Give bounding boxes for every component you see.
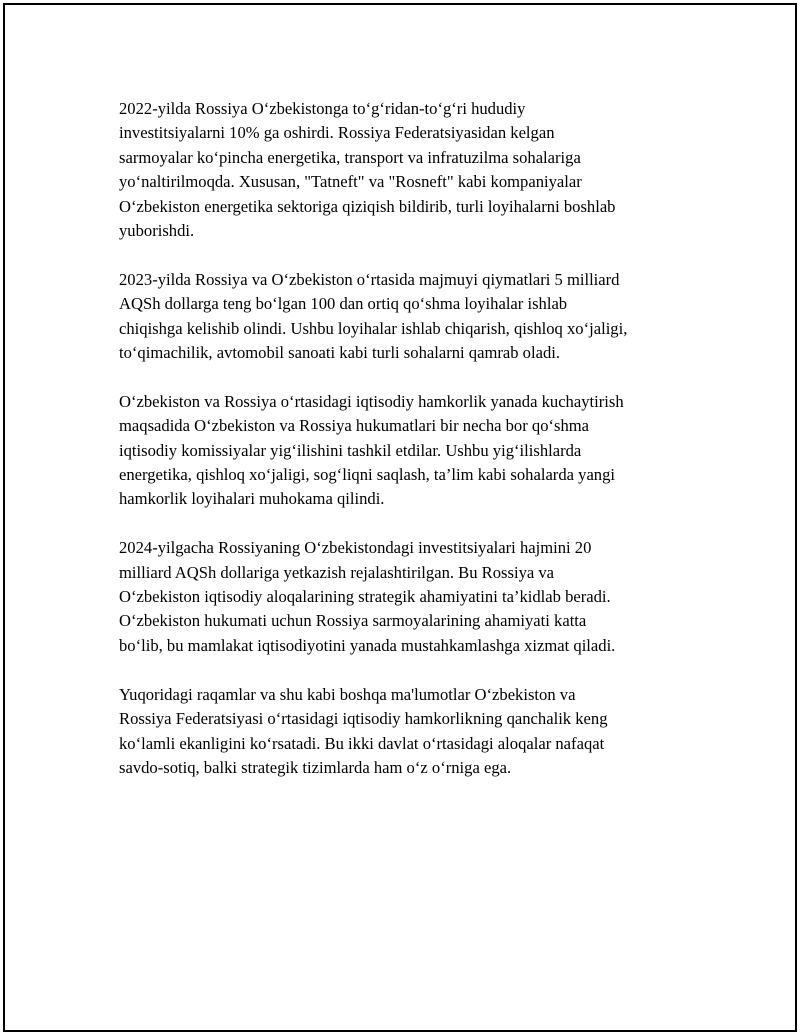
paragraph-4: 2024-yilgacha Rossiyaning O‘zbekistondagi investitsiyalari hajmini 20 milliard AQSh dollariga yetkazish rejalashtirilgan. Bu Rossiya va O‘zbekiston iqtisodiy aloqalarining strategik ahamiyatini ta’kidlab beradi. O‘zbekiston hukumati uchun Rossiya sarmoyalarining ahamiyati katta bo‘lib, bu mamlakat iqtisodiyotini yanada mustahkamlashga xizmat qiladi.: [119, 538, 616, 655]
document-body: [119, 97, 699, 805]
paragraph-3: O‘zbekiston va Rossiya o‘rtasidagi iqtisodiy hamkorlik yanada kuchaytirish maqsadida O‘zbekiston va Rossiya hukumatlari bir necha bor qo‘shma iqtisodiy komissiyalar yig‘ilishini tashkil etdilar. Ushbu yig‘ilishlarda energetika, qishloq xo‘jaligi, sog‘liqni saqlash, ta’lim kabi sohalarda yangi hamkorlik loyihalari muhokama qilindi.: [119, 391, 624, 509]
document-page: [3, 3, 797, 1032]
paragraph-5: Yuqoridagi raqamlar va shu kabi boshqa ma'lumotlar O‘zbekiston va Rossiya Federatsiyasi o‘rtasidagi iqtisodiy hamkorlikning qanchalik keng ko‘lamli ekanligini ko‘rsatadi. Bu ikki davlat o‘rtasidagi aloqalar nafaqat savdo-sotiq, balki strategik tizimlarda ham o‘z o‘rniga ega.: [119, 684, 608, 777]
paragraph-1: 2022-yilda Rossiya O‘zbekistonga to‘g‘ridan-to‘g‘ri hududiy investitsiyalarni 10% ga oshirdi. Rossiya Federatsiyasidan kelgan sarmoyalar ko‘pincha energetika, transport va infratuzilma sohalariga yo‘naltirilmoqda. Xususan, "Tatneft" va "Rosneft" kabi kompaniyalar O‘zbekiston energetika sektoriga qiziqish bildirib, turli loyihalarni boshlab yuborishdi.: [119, 99, 616, 241]
paragraph-2: 2023-yilda Rossiya va O‘zbekiston o‘rtasida majmuyi qiymatlari 5 milliard AQSh dollarga teng bo‘lgan 100 dan ortiq qo‘shma loyihalar ishlab chiqishga kelishib olindi. Ushbu loyihalar ishlab chiqarish, qishloq xo‘jaligi, to‘qimachilik, avtomobil sanoati kabi turli sohalarni qamrab oladi.: [119, 269, 628, 363]
